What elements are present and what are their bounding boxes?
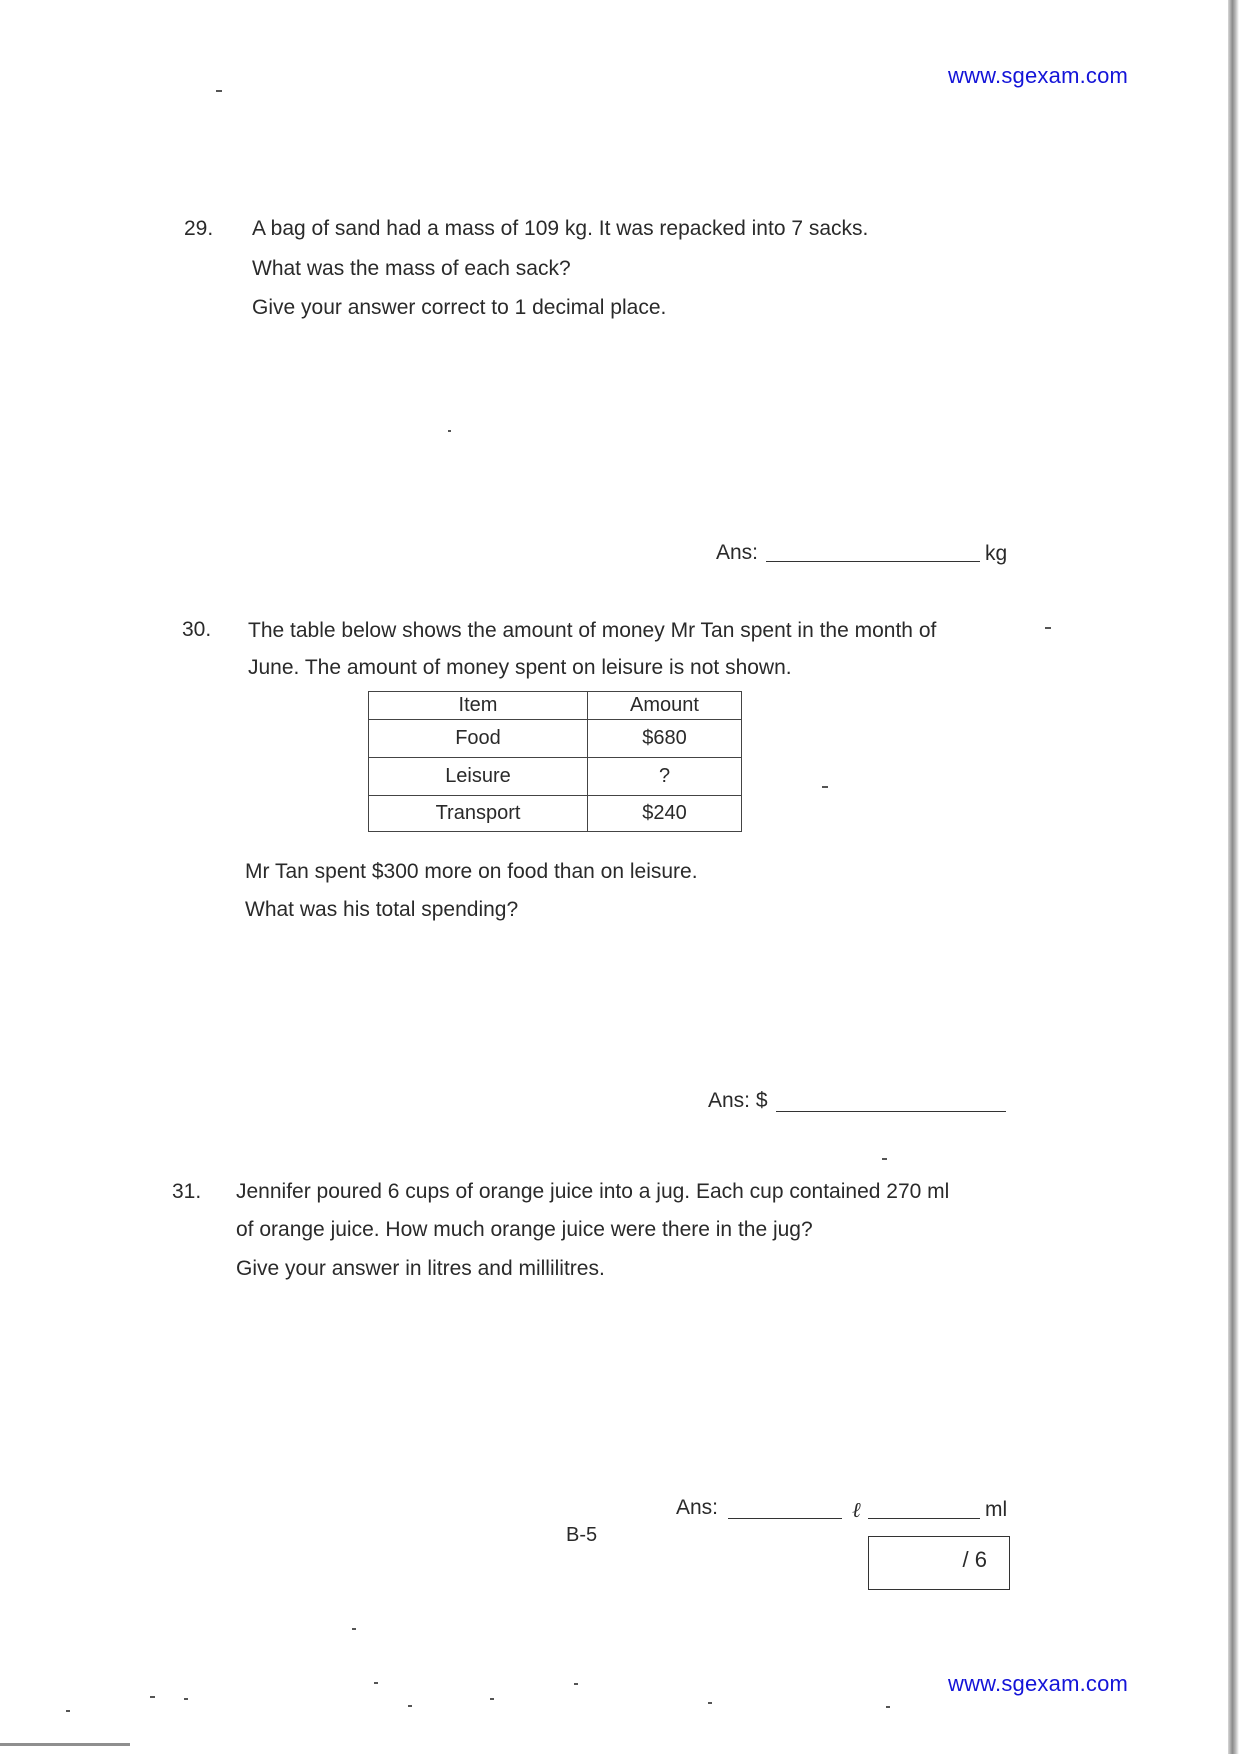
table-cell-amount: $680 — [588, 720, 742, 758]
scan-speck — [374, 1682, 378, 1684]
scan-speck — [574, 1683, 578, 1685]
answer-label: Ans: $ — [708, 1089, 768, 1112]
table-header-item: Item — [369, 692, 588, 720]
table-header-amount: Amount — [588, 692, 742, 720]
question-number: 30. — [182, 618, 212, 641]
spending-table — [368, 691, 742, 832]
scan-speck — [490, 1698, 494, 1700]
scan-speck — [150, 1696, 155, 1698]
question-number: 29. — [184, 217, 214, 240]
question-text-line: Give your answer correct to 1 decimal place. — [252, 296, 667, 319]
scan-speck — [822, 786, 828, 788]
table-cell-item: Transport — [369, 796, 588, 832]
scan-speck — [708, 1702, 712, 1704]
litre-symbol: ℓ — [852, 1498, 861, 1522]
table-cell-item: Leisure — [369, 758, 588, 796]
question-text-line: Give your answer in litres and millilitres. — [236, 1257, 605, 1280]
scan-speck — [886, 1706, 890, 1708]
site-url-footer[interactable]: www.sgexam.com — [948, 1671, 1129, 1696]
table-row — [369, 796, 742, 832]
question-text-line: Jennifer poured 6 cups of orange juice into a jug. Each cup contained 270 ml — [236, 1180, 950, 1203]
table-cell-item: Food — [369, 720, 588, 758]
scan-speck — [216, 90, 222, 92]
answer-blank-dollars[interactable] — [776, 1111, 1006, 1112]
answer-blank-millilitres[interactable] — [868, 1518, 980, 1519]
page-code: B-5 — [566, 1524, 598, 1546]
question-number: 31. — [172, 1180, 202, 1203]
score-box-text: / 6 — [962, 1547, 987, 1572]
answer-unit: kg — [985, 542, 1008, 565]
answer-label: Ans: — [716, 541, 759, 564]
table-cell-amount: ? — [588, 758, 742, 796]
answer-unit-ml: ml — [985, 1498, 1008, 1521]
site-url-header[interactable]: www.sgexam.com — [948, 63, 1129, 88]
question-text-line: What was his total spending? — [245, 898, 519, 921]
scan-speck — [352, 1628, 356, 1630]
page-edge-shadow-bottom — [0, 1743, 130, 1746]
page-edge-shadow — [1228, 0, 1239, 1754]
scan-speck — [66, 1710, 70, 1712]
table-cell-amount: $240 — [588, 796, 742, 832]
scan-speck — [448, 430, 451, 432]
answer-blank-kg[interactable] — [766, 561, 980, 562]
table-row — [369, 720, 742, 758]
question-text-line: A bag of sand had a mass of 109 kg. It was repacked into 7 sacks. — [252, 217, 869, 240]
scan-speck — [1045, 627, 1051, 629]
question-text-line: of orange juice. How much orange juice were there in the jug? — [236, 1218, 813, 1241]
scan-speck — [184, 1698, 188, 1700]
question-text-line: June. The amount of money spent on leisure is not shown. — [248, 656, 792, 679]
table-header-row — [369, 692, 742, 720]
score-box — [868, 1536, 1010, 1590]
question-text-line: What was the mass of each sack? — [252, 257, 571, 280]
question-text-line: Mr Tan spent $300 more on food than on leisure. — [245, 860, 698, 883]
table-row — [369, 758, 742, 796]
answer-blank-litres[interactable] — [728, 1518, 842, 1519]
question-text-line: The table below shows the amount of money Mr Tan spent in the month of — [248, 619, 937, 642]
scan-speck — [882, 1158, 887, 1160]
scan-speck — [408, 1705, 412, 1707]
answer-label: Ans: — [676, 1496, 719, 1519]
